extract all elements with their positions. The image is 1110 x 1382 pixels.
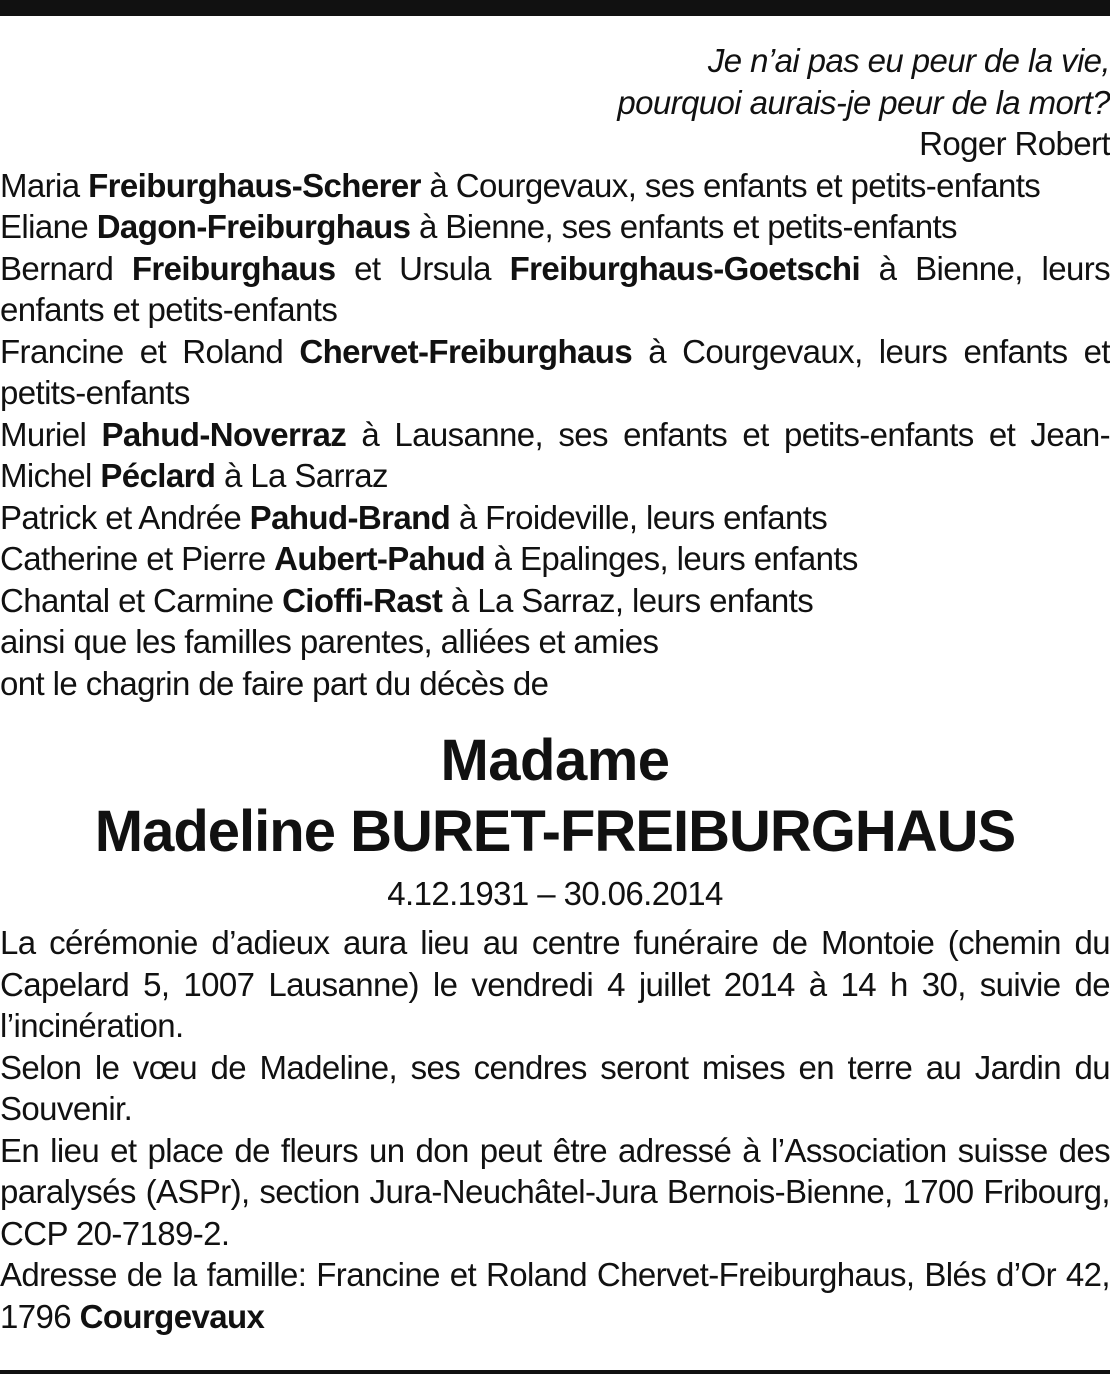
donation-paragraph: En lieu et place de fleurs un don peut être adressé à l’Association suisse des paralysés (ASPr), section Jura-Neuchâtel-Jura Bernois-Bienne, 1700 Fribourg, CCP 20-7189-2. <box>0 1131 1110 1252</box>
mourners-list <box>0 165 1110 705</box>
mourner-details: à La Sarraz, leurs enfants <box>442 581 814 619</box>
mourner-given-names: Chantal et Carmine <box>0 581 283 619</box>
mourner-details: à La Sarraz <box>215 457 388 494</box>
top-rule <box>0 0 1110 16</box>
mourner-family-name: Cioffi-Rast <box>282 581 443 619</box>
mourner-details: à Bienne, ses enfants et petits-enfants <box>410 208 957 245</box>
mourner-family-name: Pahud-Brand <box>249 498 451 536</box>
mourner-entry <box>0 331 1110 414</box>
mourner-details: à Froideville, leurs enfants <box>450 498 828 536</box>
deceased-salutation: Madame <box>440 728 670 793</box>
ashes-paragraph: Selon le vœu de Madeline, ses cendres seront mises en terre au Jardin du Souvenir. <box>0 1048 1110 1127</box>
mourner-family-name: Chervet-Freiburghaus <box>299 332 633 370</box>
mourner-given-names: Eliane <box>0 208 97 245</box>
family-address <box>0 1254 1110 1337</box>
ceremony-paragraph: La cérémonie d’adieux aura lieu au centre funéraire de Montoie (chemin du Capelard 5, 1007 Lausanne) le vendredi 4 juillet 2014 à 14 h 30, suivie de l’incinération. <box>0 924 1110 1044</box>
life-dates: 4.12.1931 – 30.06.2014 <box>387 875 723 912</box>
mourner-family-name: Péclard <box>100 457 216 494</box>
mourner-given-names: Bernard <box>0 249 132 287</box>
mourner-family-name: Freiburghaus-Goetschi <box>509 249 861 287</box>
mourner-given-names: Catherine et Pierre <box>0 540 275 577</box>
mourner-family-name: Freiburghaus-Scherer <box>88 166 421 204</box>
quote-line-1: Je n’ai pas eu peur de la vie, <box>707 42 1110 79</box>
mourner-entry <box>0 248 1110 331</box>
mourner-family-name: Aubert-Pahud <box>274 540 486 577</box>
mourner-family-name: Dagon-Freiburghaus <box>96 208 411 245</box>
mourner-details: à Epalinges, leurs enfants <box>485 540 858 577</box>
family-address-city: Courgevaux <box>79 1297 265 1335</box>
mourner-entry <box>0 206 1110 248</box>
bottom-rule <box>0 1370 1110 1374</box>
quote-author: Roger Robert <box>919 125 1110 162</box>
closing-line-2: ont le chagrin de faire part du décès de <box>0 664 549 702</box>
mourner-family-name: Pahud-Noverraz <box>101 415 347 453</box>
deceased-heading <box>0 728 1110 914</box>
mourner-connector: et Ursula <box>335 249 510 287</box>
epigraph-quote <box>0 40 1110 165</box>
mourner-entry <box>0 538 1110 580</box>
mourner-given-names: Muriel <box>0 415 102 453</box>
mourner-entry <box>0 497 1110 539</box>
mourner-entry <box>0 580 1110 622</box>
deceased-name: Madeline BURET-FREIBURGHAUS <box>94 799 1016 864</box>
mourner-details: à Courgevaux, leurs enfants et petits-enfants <box>0 332 1110 411</box>
quote-line-2: pourquoi aurais-je peur de la mort? <box>617 83 1110 121</box>
mourner-details: à Bienne, leurs enfants et petits-enfants <box>0 249 1110 328</box>
mourner-given-names: Maria <box>0 166 89 204</box>
mourner-details: à Courgevaux, ses enfants et petits-enfants <box>420 166 1041 204</box>
family-address-text: Adresse de la famille: Francine et Roland Chervet-Freiburghaus, Blés d’Or 42, 1796 <box>0 1256 1110 1335</box>
mourner-entry <box>0 414 1110 497</box>
mourner-family-name: Freiburghaus <box>131 249 336 287</box>
obituary-notice <box>0 40 1110 1337</box>
mourner-entry <box>0 165 1110 207</box>
mourner-given-names: Patrick et Andrée <box>0 498 250 536</box>
closing-line-1: ainsi que les familles parentes, alliées et amies <box>0 623 659 660</box>
mourner-connector: à Lausanne, ses enfants et petits-enfants et Jean-Michel <box>0 415 1110 494</box>
notice-details <box>0 922 1110 1337</box>
mourner-given-names: Francine et Roland <box>0 332 300 370</box>
